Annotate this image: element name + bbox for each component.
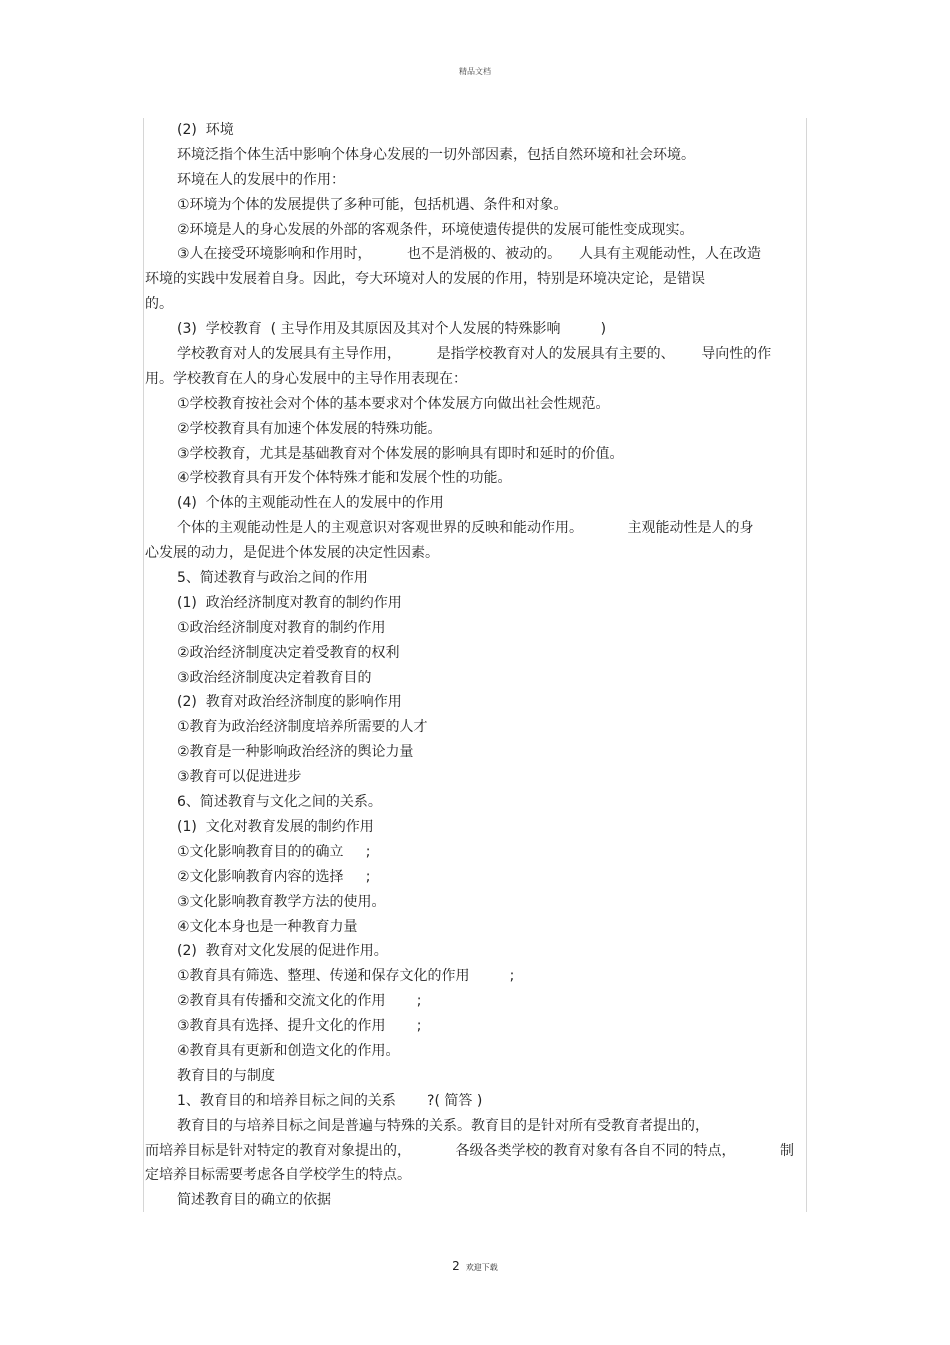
text-line: 5、简述教育与政治之间的作用 <box>177 570 368 587</box>
text-line: 环境在人的发展中的作用： <box>177 171 345 188</box>
text-line: 心发展的动力，是促进个体发展的决定性因素。 <box>145 545 439 562</box>
text-line: 教育目的与培养目标之间是普遍与特殊的关系。教育目的是针对所有受教育者提出的， <box>177 1117 709 1134</box>
text-line: ③教育具有选择、提升文化的作用 ; <box>177 1018 422 1035</box>
text-line: 教育目的与制度 <box>177 1067 275 1084</box>
page-number: 2 <box>452 1259 460 1273</box>
page-header: 精品文档 <box>459 67 491 76</box>
text-line: 用。学校教育在人的身心发展中的主导作用表现在： <box>145 370 467 387</box>
text-line: 环境的实践中发展着自身。因此，夸大环境对人的发展的作用，特别是环境决定论，是错误 <box>145 271 705 288</box>
text-line: 1、教育目的和培养目标之间的关系 ?( 简答 ) <box>177 1092 483 1109</box>
text-line: 而培养目标是针对特定的教育对象提出的， 各级各类学校的教育对象有各自不同的特点， 制 <box>145 1142 795 1159</box>
text-line: 学校教育对人的发展具有主导作用， 是指学校教育对人的发展具有主要的、 导向性的作 <box>177 346 772 363</box>
text-line: (1) 文化对教育发展的制约作用 <box>177 818 374 835</box>
text-line: ②学校教育具有加速个体发展的特殊功能。 <box>177 420 442 437</box>
text-line: ④教育具有更新和创造文化的作用。 <box>177 1042 400 1059</box>
text-line: ①政治经济制度对教育的制约作用 <box>177 619 386 636</box>
text-line: ③人在接受环境影响和作用时， 也不是消极的、被动的。 人具有主观能动性，人在改造 <box>177 246 761 263</box>
text-line: ①教育为政治经济制度培养所需要的人才 <box>177 719 428 736</box>
text-line: 定培养目标需要考虑各自学校学生的特点。 <box>145 1167 411 1184</box>
text-line: ④文化本身也是一种教育力量 <box>177 918 358 935</box>
text-line: ①文化影响教育目的的确立 ; <box>177 843 371 860</box>
text-line: ②政治经济制度决定着受教育的权利 <box>177 644 400 661</box>
page-footer <box>0 1259 950 1273</box>
document-body <box>145 118 807 1213</box>
text-line: (1) 政治经济制度对教育的制约作用 <box>177 594 402 611</box>
text-line: ②文化影响教育内容的选择 ; <box>177 868 371 885</box>
text-line: ④学校教育具有开发个体特殊才能和发展个性的功能。 <box>177 470 512 487</box>
text-line: (4) 个体的主观能动性在人的发展中的作用 <box>177 495 444 512</box>
text-line: (2) 环境 <box>177 122 234 138</box>
text-line: ①环境为个体的发展提供了多种可能，包括机遇、条件和对象。 <box>177 196 568 213</box>
text-line: ①学校教育按社会对个体的基本要求对个体发展方向做出社会性规范。 <box>177 395 610 412</box>
text-line: 环境泛指个体生活中影响个体身心发展的一切外部因素，包括自然环境和社会环境。 <box>177 146 695 163</box>
text-line: ②教育是一种影响政治经济的舆论力量 <box>177 744 414 761</box>
text-line: (2) 教育对政治经济制度的影响作用 <box>177 694 402 711</box>
text-line: ②环境是人的身心发展的外部的客观条件，环境使遗传提供的发展可能性变成现实。 <box>177 221 694 238</box>
text-line: ③教育可以促进进步 <box>177 769 302 786</box>
text-line: ②教育具有传播和交流文化的作用 ; <box>177 993 422 1010</box>
text-line: ①教育具有筛选、整理、传递和保存文化的作用 ; <box>177 968 515 985</box>
text-line: (2) 教育对文化发展的促进作用。 <box>177 943 388 960</box>
text-line: 简述教育目的确立的依据 <box>177 1192 331 1209</box>
text-line: ③政治经济制度决定着教育目的 <box>177 669 372 686</box>
text-line: (3) 学校教育 ( 主导作用及其原因及其对个人发展的特殊影响 ) <box>177 321 607 338</box>
text-line: 的。 <box>145 296 173 313</box>
text-line: 6、简述教育与文化之间的关系。 <box>177 794 382 811</box>
text-line: ③文化影响教育教学方法的使用。 <box>177 893 386 910</box>
text-line: 个体的主观能动性是人的主观意识对客观世界的反映和能动作用。 主观能动性是人的身 <box>177 520 754 537</box>
footer-text: 欢迎下载 <box>465 1263 498 1272</box>
text-line: ③学校教育，尤其是基础教育对个体发展的影响具有即时和延时的价值。 <box>177 445 624 462</box>
